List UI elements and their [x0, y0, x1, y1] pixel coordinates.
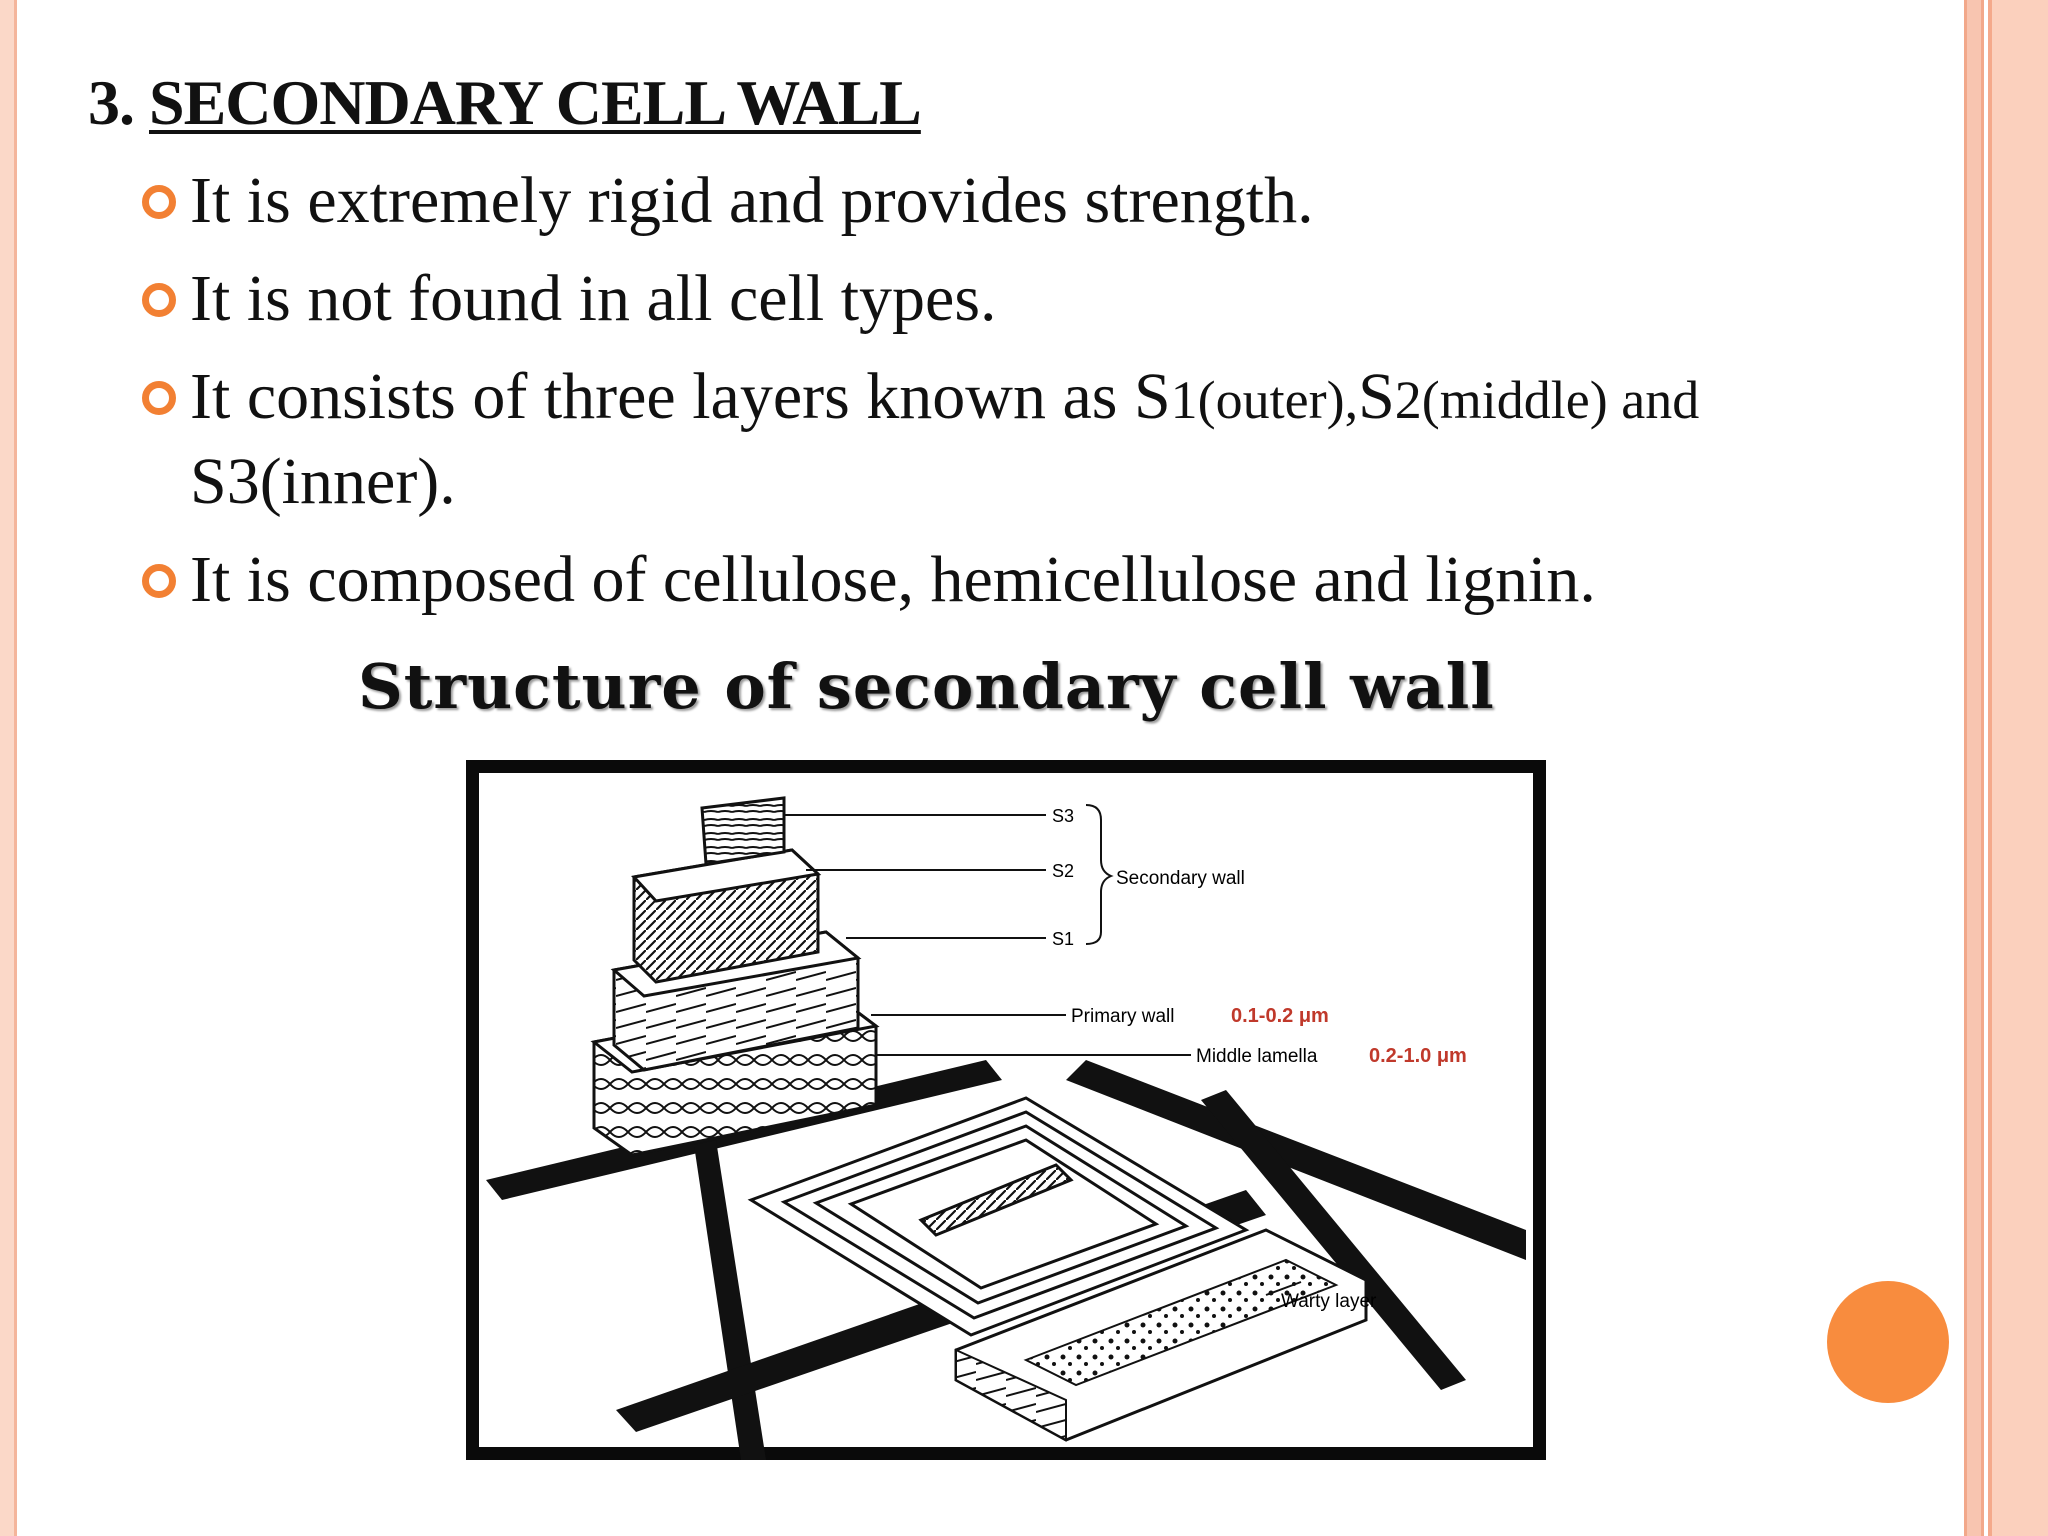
bullet-text-part: S [1358, 360, 1395, 433]
bullet-text: It is extremely rigid and provides strength. [190, 164, 1314, 237]
figure-title: Structure of secondary cell wall [358, 650, 1495, 723]
bullet-text: It is not found in all cell types. [190, 262, 997, 335]
bullet-text-part: It consists of three layers known as S [190, 360, 1171, 433]
bullet-item [88, 258, 1888, 340]
label-primary-wall-thickness: 0.1-0.2 μm [1231, 1005, 1329, 1027]
label-secondary-wall: Secondary wall [1116, 868, 1245, 889]
bullet-item [88, 356, 1888, 523]
bullet-text-part: 2(middle) [1394, 370, 1608, 430]
bullet-item [88, 160, 1888, 242]
label-s2: S2 [1052, 861, 1075, 881]
bullet-text: It is composed of cellulose, hemicellulose and lignin. [190, 543, 1596, 616]
right-frame-band [1988, 0, 2048, 1536]
orange-circle-decoration [1827, 1281, 1949, 1403]
slide-number: 3. [88, 67, 134, 138]
bullet-item [88, 539, 1888, 621]
bullet-list [88, 160, 1888, 637]
bullet-text-part: and [1607, 370, 1700, 430]
bullet-ring-icon [142, 185, 176, 219]
label-s1: S1 [1052, 929, 1075, 949]
s3-layer-block [702, 798, 784, 864]
label-middle-lamella-thickness: 0.2-1.0 μm [1369, 1045, 1467, 1067]
slide-title-text: SECONDARY CELL WALL [149, 67, 921, 138]
bullet-ring-icon [142, 381, 176, 415]
left-frame-border [0, 0, 17, 1536]
bullet-ring-icon [142, 564, 176, 598]
label-primary-wall: Primary wall [1071, 1006, 1175, 1027]
label-warty-layer: Warty layer [1281, 1291, 1377, 1312]
bullet-text-part: S3(inner). [190, 445, 456, 518]
bullet-ring-icon [142, 283, 176, 317]
right-frame-stripe [1964, 0, 1984, 1536]
label-s3: S3 [1052, 806, 1075, 826]
label-middle-lamella: Middle lamella [1196, 1046, 1318, 1067]
cell-wall-diagram [466, 760, 1546, 1460]
right-frame-border [1960, 0, 2048, 1536]
slide-title [88, 66, 921, 140]
bullet-text-part: 1(outer), [1170, 370, 1359, 430]
